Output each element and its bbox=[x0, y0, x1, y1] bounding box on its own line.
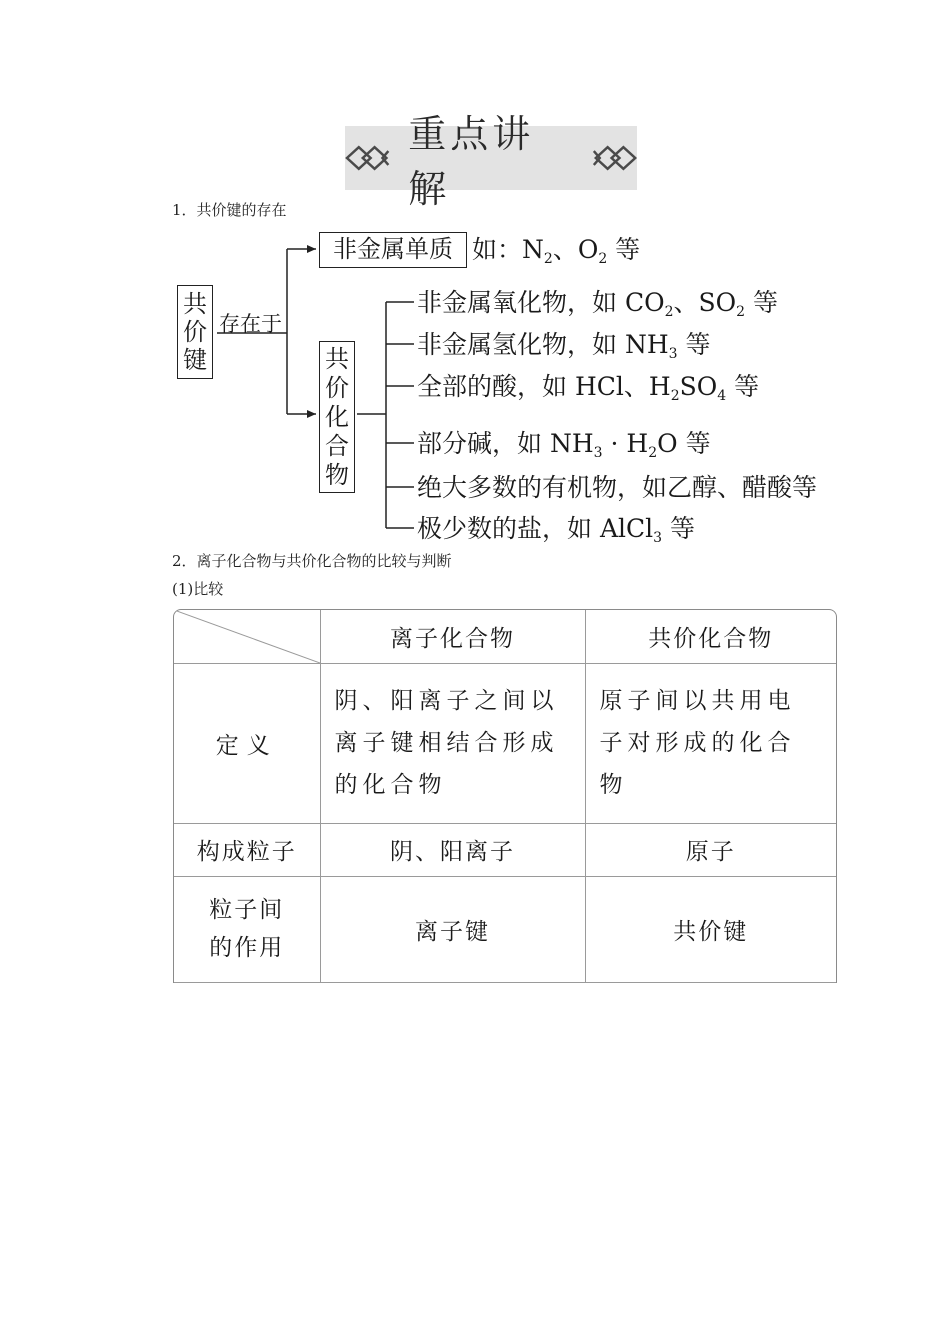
table-row bbox=[174, 876, 836, 982]
cell-ionic: 阴、阳离子之间以离子键相结合形成的化合物 bbox=[320, 663, 585, 823]
compound-box-char: 合 bbox=[325, 432, 349, 460]
compound-box-char: 化 bbox=[325, 403, 349, 431]
cell-ionic: 离子键 bbox=[320, 876, 585, 982]
header-diagonal-line bbox=[174, 610, 320, 663]
section-2-heading: 2．离子化合物与共价化合物的比较与判断 bbox=[172, 552, 452, 570]
compound-branch-organics: 绝大多数的有机物，如乙醇、醋酸等 bbox=[417, 473, 818, 502]
row-label: 粒子间的作用 bbox=[174, 876, 320, 982]
row-label: 构成粒子 bbox=[174, 823, 320, 876]
root-char: 价 bbox=[183, 318, 207, 346]
edge-label: 存在于 bbox=[219, 312, 282, 336]
covalent-bond-root-box bbox=[177, 285, 213, 379]
cell-ionic: 阴、阳离子 bbox=[320, 823, 585, 876]
compound-branch-salts: 极少数的盐，如 AlCl$_3$ 等 bbox=[417, 514, 695, 546]
table-row bbox=[174, 823, 836, 876]
section-2-subheading: (1)比较 bbox=[172, 580, 224, 598]
compound-branch-oxides: 非金属氧化物，如 $CO_2$、$SO_2$ 等 bbox=[417, 288, 778, 320]
header-covalent: 共价化合物 bbox=[585, 610, 836, 663]
compound-branch-bases: 部分碱，如 $NH_3 \cdot H_2O$ 等 bbox=[417, 429, 711, 461]
compound-branch-acids: 全部的酸，如 HCl、$H_2SO_4$ 等 bbox=[417, 372, 760, 404]
comparison-table bbox=[173, 609, 837, 983]
nonmetal-element-box: 非金属单质 bbox=[319, 232, 467, 268]
cell-covalent: 原子间以共用电子对形成的化合物 bbox=[585, 663, 836, 823]
cell-covalent: 原子 bbox=[585, 823, 836, 876]
root-char: 键 bbox=[183, 346, 207, 374]
compound-branch-hydrides: 非金属氢化物，如 $NH_3$ 等 bbox=[417, 330, 711, 362]
row-label: 定义 bbox=[174, 663, 320, 823]
covalent-compound-box bbox=[319, 341, 355, 493]
compound-box-char: 价 bbox=[325, 374, 349, 402]
header-ionic: 离子化合物 bbox=[320, 610, 585, 663]
root-char: 共 bbox=[183, 290, 207, 318]
banner-title: 重点讲解 bbox=[408, 112, 535, 211]
table-row bbox=[174, 663, 836, 823]
nonmetal-element-examples: 如：$N_2$、$O_2$ 等 bbox=[472, 235, 641, 267]
section-1-heading: 1．共价键的存在 bbox=[172, 201, 287, 219]
compound-box-char: 共 bbox=[325, 345, 349, 373]
compound-box-char: 物 bbox=[325, 461, 349, 489]
cell-covalent: 共价键 bbox=[585, 876, 836, 982]
